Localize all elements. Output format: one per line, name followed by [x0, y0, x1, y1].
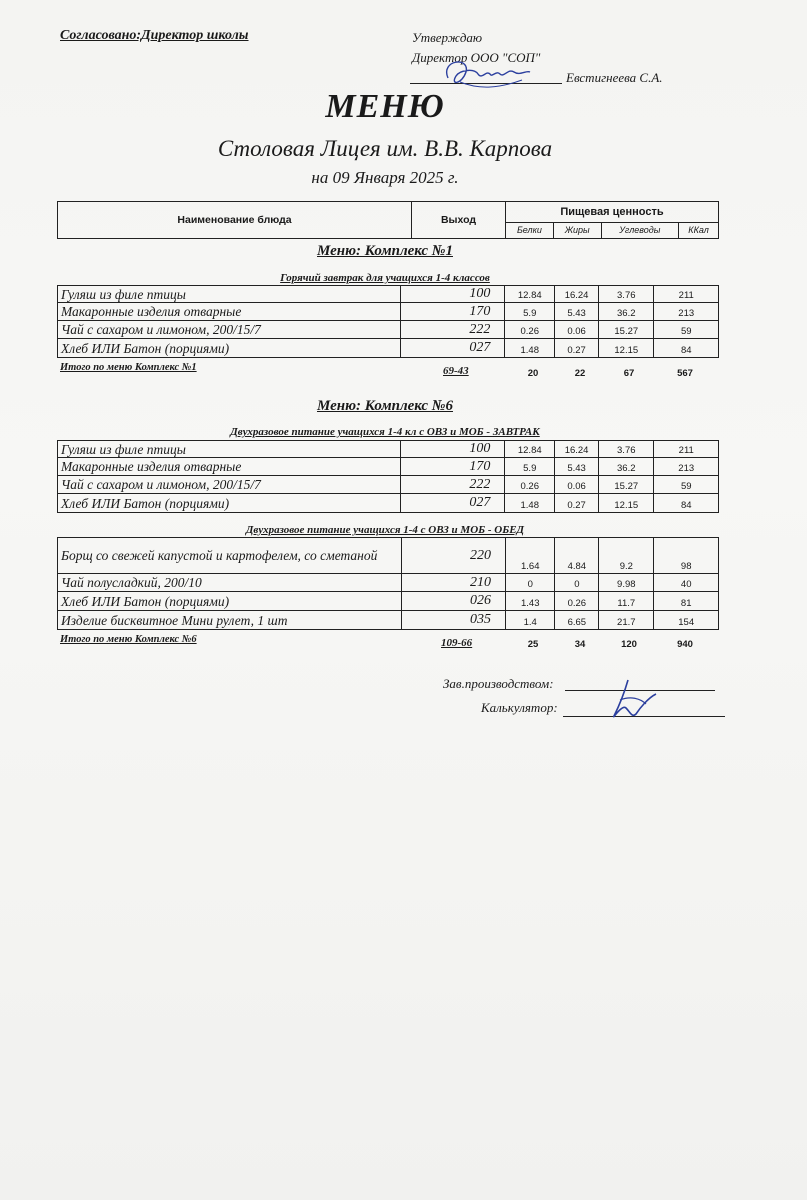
dish-proteins: 5.9 — [505, 458, 555, 476]
dish-carbs: 36.2 — [599, 458, 654, 476]
dish-name: Макаронные изделия отварные — [58, 458, 401, 476]
header-dish: Наименование блюда — [58, 202, 412, 239]
total-kcal: 940 — [677, 639, 693, 650]
dish-carbs: 15.27 — [599, 321, 654, 339]
dish-kcal: 211 — [654, 286, 719, 303]
dish-proteins: 1.4 — [506, 611, 555, 630]
total-label: Итого по меню Комплекс №6 — [60, 634, 197, 645]
menu-date: на 09 Января 2025 г. — [311, 168, 459, 187]
dish-fats: 4.84 — [555, 538, 599, 574]
dish-fats: 0.27 — [555, 339, 599, 358]
total-output: 69-43 — [443, 365, 469, 377]
dish-kcal: 154 — [654, 611, 719, 630]
dish-fats: 0.06 — [555, 476, 599, 494]
approver-title: Директор ООО "СОП" — [412, 50, 541, 65]
dish-fats: 5.43 — [555, 303, 599, 321]
dish-kcal: 59 — [654, 321, 719, 339]
dish-name: Чай с сахаром и лимоном, 200/15/7 — [58, 476, 401, 494]
menu-row — [58, 458, 719, 476]
dish-carbs: 3.76 — [599, 441, 654, 458]
dish-kcal: 81 — [654, 592, 719, 611]
dish-proteins: 1.48 — [505, 494, 555, 513]
dish-proteins: 1.64 — [506, 538, 555, 574]
dish-kcal: 84 — [654, 494, 719, 513]
complex1-total — [60, 362, 720, 378]
menu-row — [58, 494, 719, 513]
header-kcal: ККал — [679, 222, 719, 238]
complex1-table — [57, 285, 719, 358]
dish-output: 100 — [401, 286, 505, 303]
dish-name: Гуляш из филе птицы — [58, 286, 401, 303]
header-fats: Жиры — [553, 222, 601, 238]
complex1-title: Меню: Комплекс №1 — [317, 243, 453, 259]
dish-fats: 0.27 — [555, 494, 599, 513]
dish-carbs: 12.15 — [599, 339, 654, 358]
dish-name: Чай полусладкий, 200/10 — [58, 574, 402, 592]
menu-row — [58, 321, 719, 339]
dish-output: 100 — [401, 441, 505, 458]
dish-output: 222 — [401, 321, 505, 339]
menu-row — [58, 574, 719, 592]
dish-name: Борщ со свежей капустой и картофелем, со сметаной — [58, 538, 402, 574]
total-carbs: 120 — [621, 639, 637, 650]
dish-fats: 0.06 — [555, 321, 599, 339]
dish-carbs: 9.2 — [599, 538, 654, 574]
menu-row — [58, 303, 719, 321]
dish-proteins: 0.26 — [505, 321, 555, 339]
dish-kcal: 213 — [654, 458, 719, 476]
menu-row — [58, 286, 719, 303]
dish-name: Чай с сахаром и лимоном, 200/15/7 — [58, 321, 401, 339]
dish-proteins: 12.84 — [505, 286, 555, 303]
dish-name: Хлеб ИЛИ Батон (порциями) — [58, 592, 402, 611]
dish-carbs: 9.98 — [599, 574, 654, 592]
total-fats: 34 — [574, 639, 586, 650]
complex6-title: Меню: Комплекс №6 — [317, 398, 453, 414]
dish-proteins: 12.84 — [505, 441, 555, 458]
menu-row — [58, 538, 719, 574]
dish-output: 035 — [401, 611, 506, 630]
dish-fats: 0 — [555, 574, 599, 592]
dish-proteins: 0.26 — [505, 476, 555, 494]
dish-fats: 16.24 — [555, 286, 599, 303]
dish-carbs: 21.7 — [599, 611, 654, 630]
dish-output: 210 — [401, 574, 506, 592]
total-proteins: 20 — [527, 368, 539, 379]
header-nutrition: Пищевая ценность — [506, 202, 719, 223]
dish-carbs: 3.76 — [599, 286, 654, 303]
dish-name: Хлеб ИЛИ Батон (порциями) — [58, 339, 401, 358]
dish-kcal: 98 — [654, 538, 719, 574]
dish-output: 222 — [401, 476, 505, 494]
approve-label: Утверждаю — [412, 30, 483, 45]
agreed-label: Согласовано:Директор школы — [60, 28, 249, 43]
complex6-lunch-table — [57, 537, 719, 630]
dish-carbs: 36.2 — [599, 303, 654, 321]
production-head-signature — [600, 674, 670, 722]
complex6-total — [60, 634, 720, 650]
column-header — [57, 201, 719, 239]
dish-kcal: 40 — [654, 574, 719, 592]
complex6-breakfast-table — [57, 440, 719, 513]
dish-name: Макаронные изделия отварные — [58, 303, 401, 321]
dish-carbs: 11.7 — [599, 592, 654, 611]
dish-name: Гуляш из филе птицы — [58, 441, 401, 458]
header-output: Выход — [412, 202, 506, 239]
dish-fats: 6.65 — [555, 611, 599, 630]
complex6-group-breakfast: Двухразовое питание учащихся 1-4 кл с ОВЗ и МОБ - ЗАВТРАК — [230, 426, 540, 438]
dish-carbs: 12.15 — [599, 494, 654, 513]
page-title: МЕНЮ — [325, 88, 445, 125]
canteen-name: Столовая Лицея им. В.В. Карпова — [217, 136, 553, 161]
dish-output: 027 — [401, 494, 505, 513]
dish-proteins: 1.48 — [505, 339, 555, 358]
dish-proteins: 1.43 — [506, 592, 555, 611]
dish-name: Хлеб ИЛИ Батон (порциями) — [58, 494, 401, 513]
dish-output: 220 — [401, 538, 506, 574]
menu-row — [58, 592, 719, 611]
total-proteins: 25 — [527, 639, 539, 650]
dish-kcal: 211 — [654, 441, 719, 458]
production-head-label: Зав.производством: — [443, 676, 554, 691]
approver-name: Евстигнеева С.А. — [566, 70, 663, 85]
total-output: 109-66 — [441, 637, 473, 649]
dish-kcal: 213 — [654, 303, 719, 321]
dish-carbs: 15.27 — [599, 476, 654, 494]
dish-proteins: 0 — [506, 574, 555, 592]
menu-row — [58, 441, 719, 458]
menu-row — [58, 339, 719, 358]
total-carbs: 67 — [623, 368, 635, 379]
dish-proteins: 5.9 — [505, 303, 555, 321]
menu-row — [58, 476, 719, 494]
dish-output: 170 — [401, 458, 505, 476]
complex6-group-lunch: Двухразовое питание учащихся 1-4 с ОВЗ и МОБ - ОБЕД — [245, 524, 525, 536]
total-label: Итого по меню Комплекс №1 — [60, 362, 197, 373]
menu-row — [58, 611, 719, 630]
total-fats: 22 — [574, 368, 586, 379]
dish-kcal: 59 — [654, 476, 719, 494]
header-proteins: Белки — [506, 222, 554, 238]
dish-fats: 16.24 — [555, 441, 599, 458]
dish-name: Изделие бисквитное Мини рулет, 1 шт — [58, 611, 402, 630]
dish-output: 170 — [401, 303, 505, 321]
complex1-group: Горячий завтрак для учащихся 1-4 классов — [280, 272, 490, 284]
dish-fats: 5.43 — [555, 458, 599, 476]
dish-output: 027 — [401, 339, 505, 358]
header-carbs: Углеводы — [601, 222, 679, 238]
total-kcal: 567 — [677, 368, 693, 379]
dish-kcal: 84 — [654, 339, 719, 358]
dish-output: 026 — [401, 592, 506, 611]
dish-fats: 0.26 — [555, 592, 599, 611]
calculator-label: Калькулятор: — [481, 700, 558, 715]
